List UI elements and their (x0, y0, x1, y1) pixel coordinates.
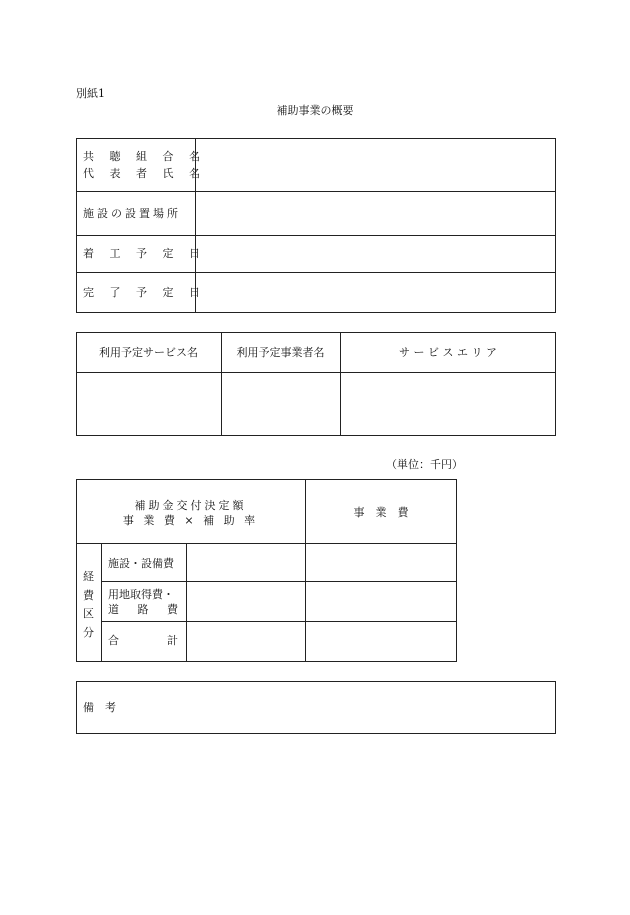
service-area-header: サ ー ビ ス エ リ ア (399, 346, 497, 359)
completion-date-field[interactable] (197, 274, 554, 311)
representative-name-label: 代 表 者 氏 名 (83, 167, 206, 180)
unit-note: （単位：千円） (386, 458, 463, 471)
grant-row-divider (101, 621, 457, 622)
provider-name-header: 利用予定事業者名 (236, 346, 325, 359)
land-cost-field[interactable] (307, 583, 455, 620)
label-column-divider (186, 543, 187, 662)
grant-formula-header: 事 業 費 × 補 助 率 (122, 514, 259, 527)
land-grant-field[interactable] (188, 583, 304, 620)
facility-cost-field[interactable] (307, 545, 455, 580)
road-cost-label: 道 路 費 (108, 603, 178, 616)
grant-header-divider (76, 543, 457, 544)
facility-grant-field[interactable] (188, 545, 304, 580)
facility-equipment-label: 施設・設備費 (108, 557, 174, 570)
union-name-label: 共 聴 組 合 名 (83, 150, 206, 163)
land-acquisition-label: 用地取得費・ (108, 588, 174, 601)
total-label: 合 計 (108, 634, 178, 647)
service-name-header: 利用予定サービス名 (99, 346, 198, 359)
service-name-field[interactable] (78, 374, 220, 434)
provider-name-field[interactable] (223, 374, 339, 434)
completion-date-label: 完 了 予 定 日 (83, 286, 206, 299)
overview-row-divider (76, 235, 556, 236)
project-cost-header: 事 業 費 (353, 506, 409, 519)
remarks-field[interactable] (130, 683, 554, 732)
service-header-divider (76, 372, 556, 373)
total-grant-field[interactable] (188, 623, 304, 660)
total-cost-field[interactable] (307, 623, 455, 660)
overview-row-divider (76, 272, 556, 273)
overview-row-divider (76, 191, 556, 192)
grant-row-divider (101, 581, 457, 582)
installation-site-label: 施設の設置場所 (83, 207, 181, 220)
grant-amount-header: 補助金交付決定額 (134, 499, 247, 512)
category-char: 費 (83, 589, 94, 602)
remarks-label: 備 考 (83, 701, 116, 714)
document-title: 補助事業の概要 (276, 104, 354, 117)
category-column-divider (101, 543, 102, 662)
installation-site-field[interactable] (197, 193, 554, 234)
start-date-field[interactable] (197, 237, 554, 271)
start-date-label: 着 工 予 定 日 (83, 247, 206, 260)
category-char: 経 (83, 570, 94, 583)
union-name-field[interactable] (197, 140, 554, 190)
attachment-label: 別紙1 (76, 87, 105, 100)
category-char: 区 (83, 607, 94, 620)
service-area-field[interactable] (342, 374, 554, 434)
category-char: 分 (83, 626, 94, 639)
